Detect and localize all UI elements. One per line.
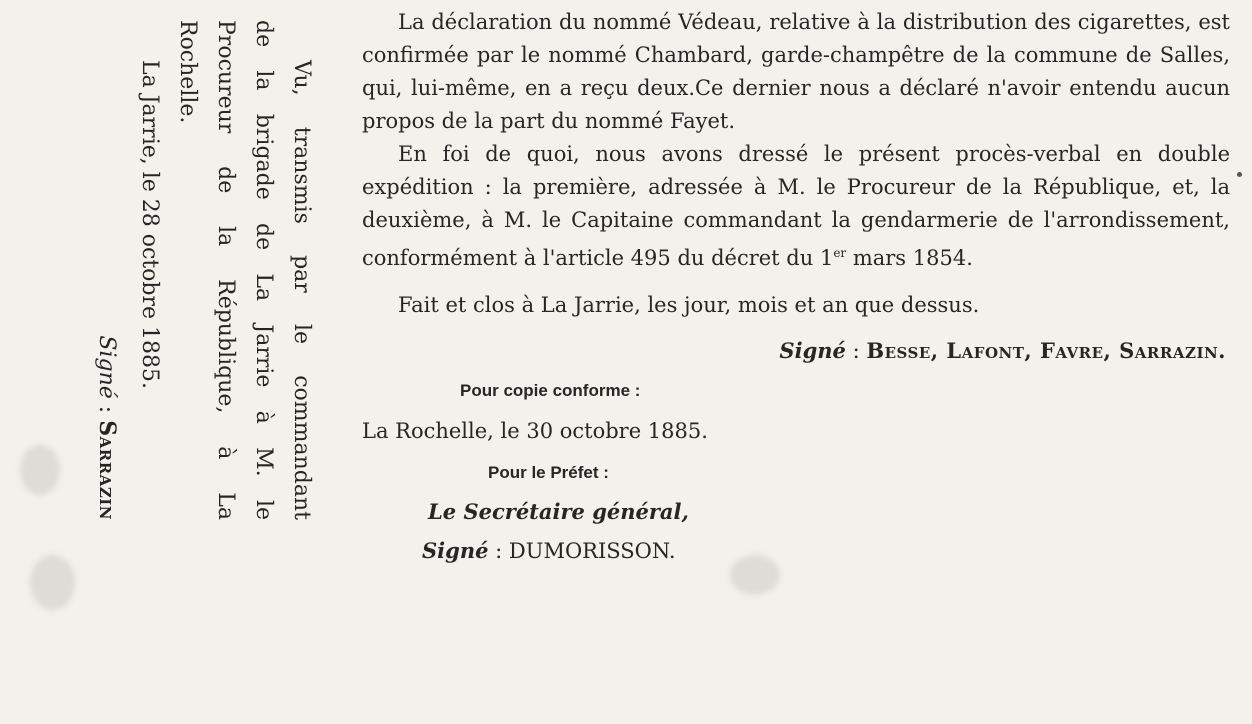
- paragraph-1: La déclaration du nommé Védeau, relative à la distribution des cigarettes, est confirmée par le nommé Chambard, garde-champêtre de la commune de Salles, qui, lui-même, en a reçu deux.Ce dernier nous a déclaré n'avoir entendu aucun propos de la part du nommé Fayet.: [362, 10, 1230, 133]
- side-line-4: Rochelle.: [175, 20, 200, 124]
- side-line-2: de la brigade de La Jarrie à M. le: [251, 20, 276, 520]
- ink-dot: [1237, 172, 1242, 177]
- side-place-date: La Jarrie, le 28 octobre 1885.: [137, 60, 162, 390]
- side-line-1: Vu, transmis par le commandant: [289, 60, 314, 520]
- side-note: [40, 20, 320, 520]
- copy-certification: Pour copie conforme :: [460, 381, 641, 400]
- signatures: Signé : Besse, Lafont, Favre, Sarrazin.: [779, 338, 1226, 363]
- place-date: La Rochelle, le 30 octobre 1885.: [362, 419, 708, 443]
- final-signature: Signé : DUMORISSON.: [422, 538, 676, 563]
- secretary-title: Le Secrétaire général,: [428, 499, 689, 524]
- paper-stain: [30, 555, 75, 610]
- main-text: [362, 0, 1230, 568]
- paragraph-2: En foi de quoi, nous avons dressé le présent procès-verbal en double expédition : la première, adressée à M. le Procureur de la République, et, la deuxième, à M. le Capitaine commandant la gendarmerie de l'arrondissement, conformément à l'article 495 du décret du 1er mars 1854.: [362, 142, 1230, 270]
- side-line-3: Procureur de la République, à La: [213, 20, 238, 520]
- closing-line: Fait et clos à La Jarrie, les jour, mois et an que dessus.: [398, 293, 980, 317]
- prefect-label: Pour le Préfet :: [488, 463, 609, 482]
- side-signature: Signé : Sarrazin: [94, 335, 120, 520]
